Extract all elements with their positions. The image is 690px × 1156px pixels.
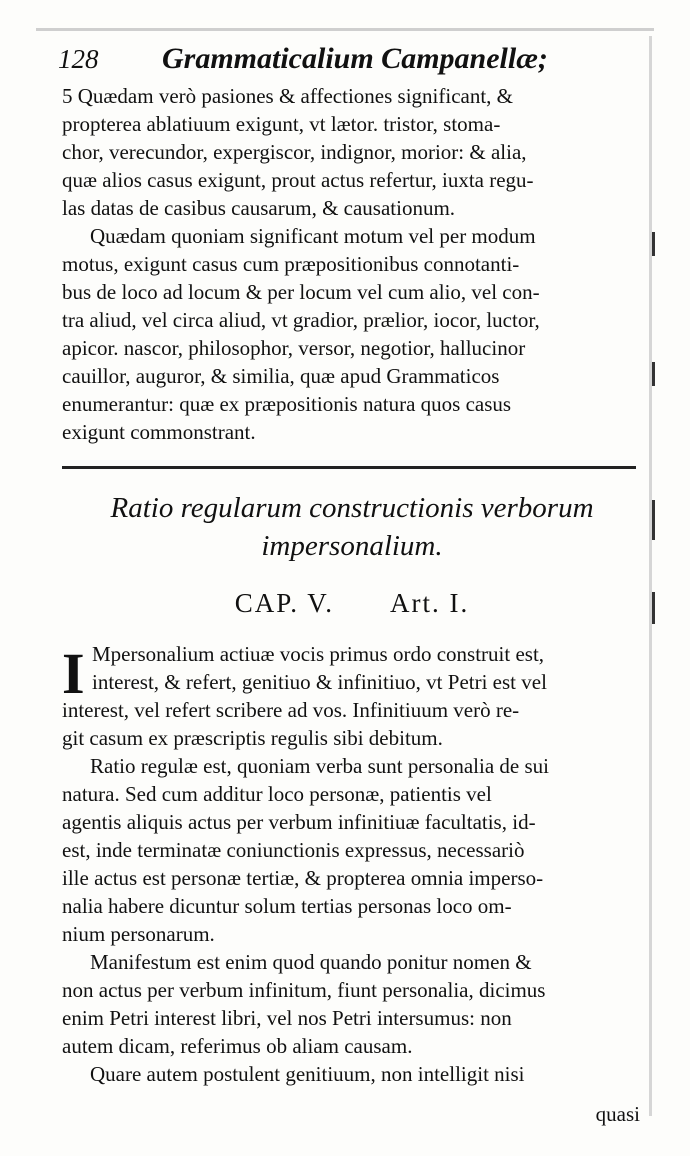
text-line: propterea ablatiuum exigunt, vt lætor. tristor, stoma- — [62, 112, 501, 136]
text-line: interest, vel refert scribere ad vos. Infinitiuum verò re- — [62, 698, 520, 722]
text-line: exigunt commonstrant. — [62, 420, 256, 444]
text-line: 5 Quædam verò pasiones & affectiones significant, & — [62, 84, 514, 108]
text-line: Mpersonalium actiuæ vocis primus ordo construit est, — [92, 642, 545, 666]
text-line: natura. Sed cum additur loco personæ, patientis vel — [62, 782, 492, 806]
article-number: Art. I. — [390, 588, 470, 618]
drop-capital: I — [62, 641, 85, 706]
text-line: nalia habere dicuntur solum tertias personas loco om- — [62, 894, 512, 918]
page-header — [58, 42, 648, 82]
section-divider-rule — [62, 466, 636, 469]
text-line: nium personarum. — [62, 922, 215, 946]
text-line: las datas de casibus causarum, & causationum. — [62, 196, 456, 220]
text-line: Quare autem postulent genitiuum, non intelligit nisi — [90, 1062, 525, 1086]
text-line: ille actus est personæ tertiæ, & propterea omnia imperso- — [62, 866, 544, 890]
text-line: autem dicam, referimus ob aliam causam. — [62, 1034, 413, 1058]
page-number: 128 — [58, 44, 99, 74]
section-heading: Ratio regularum constructionis verborum — [110, 492, 594, 524]
text-line: motus, exigunt casus cum præpositionibus connotanti- — [62, 252, 520, 276]
chapter-label — [62, 588, 642, 619]
text-line: apicor. nascor, philosophor, versor, negotior, hallucinor — [62, 336, 526, 360]
margin-mark — [652, 362, 655, 386]
text-line: tra aliud, vel circa aliud, vt gradior, prælior, iocor, luctor, — [62, 308, 540, 332]
text-line: enumerantur: quæ ex præpositionis natura quos casus — [62, 392, 512, 416]
catchword: quasi — [595, 1102, 640, 1126]
chapter-number: CAP. V. — [234, 588, 335, 618]
running-title: Grammaticalium Campanellæ; — [162, 42, 548, 75]
text-line: quæ alios casus exigunt, prout actus refertur, iuxta regu- — [62, 168, 534, 192]
text-line: git casum ex præscriptis regulis sibi debitum. — [62, 726, 443, 750]
text-line: interest, & refert, genitiuo & infinitiuo, vt Petri est vel — [92, 670, 547, 694]
section-heading-continued: impersonalium. — [261, 530, 443, 562]
text-line: Quædam quoniam significant motum vel per modum — [90, 224, 536, 248]
margin-mark — [652, 232, 655, 256]
text-line: cauillor, auguror, & similia, quæ apud Grammaticos — [62, 364, 500, 388]
page-edge-right — [649, 36, 652, 1116]
margin-mark — [652, 592, 655, 624]
text-line: bus de loco ad locum & per locum vel cum alio, vel con- — [62, 280, 540, 304]
text-block-lower — [62, 640, 642, 1088]
page-edge-top — [36, 28, 654, 31]
text-line: enim Petri interest libri, vel nos Petri intersumus: non — [62, 1006, 512, 1030]
text-line: agentis aliquis actus per verbum infinitiuæ facultatis, id- — [62, 810, 536, 834]
text-line: est, inde terminatæ coniunctionis expressus, necessariò — [62, 838, 525, 862]
text-line: non actus per verbum infinitum, fiunt personalia, dicimus — [62, 978, 546, 1002]
margin-mark — [652, 500, 655, 540]
text-line: chor, verecundor, expergiscor, indignor, morior: & alia, — [62, 140, 527, 164]
text-line: Ratio regulæ est, quoniam verba sunt personalia de sui — [90, 754, 549, 778]
text-line: Manifestum est enim quod quando ponitur nomen & — [90, 950, 532, 974]
text-block-upper — [62, 82, 642, 446]
